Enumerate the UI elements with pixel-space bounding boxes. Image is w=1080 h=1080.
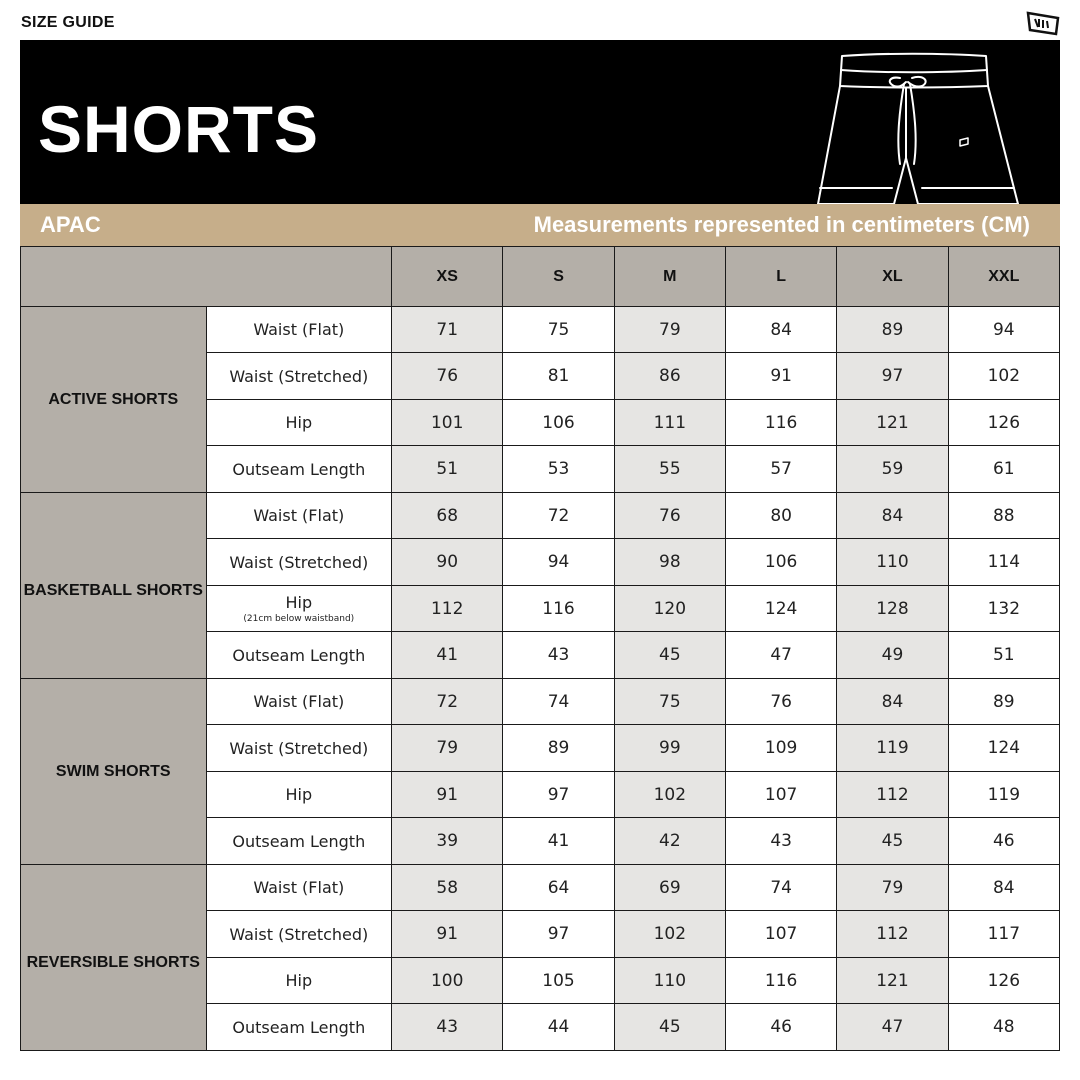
- value-cell: 86: [614, 353, 725, 400]
- value-cell: 124: [726, 586, 837, 632]
- value-cell: 128: [837, 586, 948, 632]
- measurement-label: Waist (Stretched): [229, 366, 369, 386]
- value-cell: 79: [392, 725, 503, 772]
- size-header-xxl: XXL: [948, 247, 1059, 307]
- value-cell: 97: [503, 911, 614, 958]
- size-guide-label: SIZE GUIDE: [21, 14, 115, 31]
- measurement-label: Waist (Flat): [253, 692, 345, 711]
- value-cell: 110: [837, 539, 948, 586]
- value-cell: 89: [948, 679, 1059, 725]
- value-cell: 110: [614, 958, 725, 1004]
- value-cell: 76: [392, 353, 503, 400]
- measurement-label: Waist (Stretched): [229, 924, 369, 944]
- size-header-row: [21, 247, 1060, 307]
- value-cell: 68: [392, 493, 503, 539]
- value-cell: 84: [837, 493, 948, 539]
- value-cell: 101: [392, 400, 503, 446]
- value-cell: 88: [948, 493, 1059, 539]
- value-cell: 116: [726, 958, 837, 1004]
- measurement-label-cell: [206, 679, 392, 725]
- value-cell: 39: [392, 818, 503, 865]
- value-cell: 84: [948, 865, 1059, 911]
- value-cell: 47: [837, 1004, 948, 1051]
- measurement-label: Outseam Length: [232, 831, 366, 851]
- value-cell: 55: [614, 446, 725, 493]
- value-cell: 124: [948, 725, 1059, 772]
- value-cell: 107: [726, 911, 837, 958]
- measurement-label: Waist (Stretched): [229, 738, 369, 758]
- value-cell: 91: [392, 911, 503, 958]
- value-cell: 94: [948, 307, 1059, 353]
- value-cell: 61: [948, 446, 1059, 493]
- value-cell: 71: [392, 307, 503, 353]
- value-cell: 43: [392, 1004, 503, 1051]
- value-cell: 89: [837, 307, 948, 353]
- value-cell: 75: [503, 307, 614, 353]
- value-cell: 69: [614, 865, 725, 911]
- value-cell: 116: [726, 400, 837, 446]
- measurement-label-cell: [206, 307, 392, 353]
- value-cell: 114: [948, 539, 1059, 586]
- value-cell: 79: [837, 865, 948, 911]
- measurement-label-cell: [206, 725, 392, 772]
- category-label: SWIM SHORTS: [21, 679, 207, 865]
- category-label: BASKETBALL SHORTS: [21, 493, 207, 679]
- measurement-label-cell: [206, 865, 392, 911]
- value-cell: 58: [392, 865, 503, 911]
- value-cell: 100: [392, 958, 503, 1004]
- value-cell: 106: [503, 400, 614, 446]
- hero-banner: [20, 40, 1060, 204]
- value-cell: 112: [837, 772, 948, 818]
- measurement-label: Waist (Stretched): [229, 552, 369, 572]
- size-header-xs: XS: [392, 247, 503, 307]
- value-cell: 46: [726, 1004, 837, 1051]
- measurement-label: Waist (Flat): [253, 878, 345, 897]
- value-cell: 75: [614, 679, 725, 725]
- value-cell: 91: [392, 772, 503, 818]
- value-cell: 84: [726, 307, 837, 353]
- value-cell: 74: [503, 679, 614, 725]
- value-cell: 72: [503, 493, 614, 539]
- value-cell: 76: [614, 493, 725, 539]
- value-cell: 112: [837, 911, 948, 958]
- category-label: REVERSIBLE SHORTS: [21, 865, 207, 1051]
- value-cell: 91: [726, 353, 837, 400]
- value-cell: 84: [837, 679, 948, 725]
- value-cell: 102: [614, 911, 725, 958]
- value-cell: 48: [948, 1004, 1059, 1051]
- measurement-label-cell: [206, 958, 392, 1004]
- value-cell: 106: [726, 539, 837, 586]
- value-cell: 81: [503, 353, 614, 400]
- size-header-l: L: [726, 247, 837, 307]
- measurement-label-cell: [206, 400, 392, 446]
- value-cell: 111: [614, 400, 725, 446]
- value-cell: 98: [614, 539, 725, 586]
- measurement-label: Hip: [285, 785, 313, 804]
- measurement-label: Outseam Length: [232, 1017, 366, 1037]
- value-cell: 97: [837, 353, 948, 400]
- value-cell: 64: [503, 865, 614, 911]
- value-cell: 41: [392, 632, 503, 679]
- region-band: [20, 204, 1060, 246]
- value-cell: 45: [614, 1004, 725, 1051]
- value-cell: 90: [392, 539, 503, 586]
- value-cell: 45: [837, 818, 948, 865]
- value-cell: 120: [614, 586, 725, 632]
- size-header-m: M: [614, 247, 725, 307]
- value-cell: 49: [837, 632, 948, 679]
- value-cell: 94: [503, 539, 614, 586]
- page-title: SHORTS: [38, 92, 320, 166]
- table-row: [21, 493, 1060, 539]
- measurement-label-cell: [206, 586, 392, 632]
- value-cell: 99: [614, 725, 725, 772]
- value-cell: 121: [837, 400, 948, 446]
- measurement-label-cell: [206, 772, 392, 818]
- value-cell: 119: [948, 772, 1059, 818]
- value-cell: 107: [726, 772, 837, 818]
- value-cell: 112: [392, 586, 503, 632]
- value-cell: 45: [614, 632, 725, 679]
- category-label: ACTIVE SHORTS: [21, 307, 207, 493]
- value-cell: 97: [503, 772, 614, 818]
- value-cell: 44: [503, 1004, 614, 1051]
- measurement-label-cell: [206, 818, 392, 865]
- measurement-label: Outseam Length: [232, 645, 366, 665]
- value-cell: 51: [948, 632, 1059, 679]
- value-cell: 57: [726, 446, 837, 493]
- measurement-label-cell: [206, 353, 392, 400]
- measurement-label: Hip: [285, 593, 313, 612]
- value-cell: 51: [392, 446, 503, 493]
- value-cell: 59: [837, 446, 948, 493]
- value-cell: 116: [503, 586, 614, 632]
- measurement-label-cell: [206, 1004, 392, 1051]
- value-cell: 132: [948, 586, 1059, 632]
- value-cell: 43: [503, 632, 614, 679]
- shorts-illustration: [782, 48, 1042, 204]
- value-cell: 126: [948, 400, 1059, 446]
- size-chart-table: [20, 246, 1060, 1051]
- region-label: APAC: [40, 212, 101, 237]
- value-cell: 74: [726, 865, 837, 911]
- value-cell: 102: [614, 772, 725, 818]
- size-header-xl: XL: [837, 247, 948, 307]
- measurement-label-cell: [206, 632, 392, 679]
- measurement-label-cell: [206, 539, 392, 586]
- units-note: Measurements represented in centimeters (CM): [533, 212, 1030, 237]
- measurement-note: (21cm below waistband): [243, 614, 355, 624]
- value-cell: 109: [726, 725, 837, 772]
- value-cell: 105: [503, 958, 614, 1004]
- measurement-label: Hip: [285, 413, 313, 432]
- value-cell: 41: [503, 818, 614, 865]
- value-cell: 89: [503, 725, 614, 772]
- size-chart-body: [21, 307, 1060, 1051]
- value-cell: 76: [726, 679, 837, 725]
- value-cell: 53: [503, 446, 614, 493]
- value-cell: 117: [948, 911, 1059, 958]
- size-header-s: S: [503, 247, 614, 307]
- value-cell: 126: [948, 958, 1059, 1004]
- measurement-label-cell: [206, 911, 392, 958]
- value-cell: 43: [726, 818, 837, 865]
- value-cell: 42: [614, 818, 725, 865]
- measurement-label-cell: [206, 493, 392, 539]
- table-row: [21, 307, 1060, 353]
- measurement-label-cell: [206, 446, 392, 493]
- value-cell: 102: [948, 353, 1059, 400]
- value-cell: 121: [837, 958, 948, 1004]
- measurement-label: Hip: [285, 971, 313, 990]
- table-row: [21, 679, 1060, 725]
- value-cell: 72: [392, 679, 503, 725]
- table-row: [21, 865, 1060, 911]
- header-blank-cell: [21, 247, 392, 307]
- brand-flag-logo: [1026, 10, 1060, 36]
- measurement-label: Waist (Flat): [253, 320, 345, 339]
- value-cell: 80: [726, 493, 837, 539]
- value-cell: 46: [948, 818, 1059, 865]
- measurement-label: Waist (Flat): [253, 506, 345, 525]
- measurement-label: Outseam Length: [232, 459, 366, 479]
- value-cell: 119: [837, 725, 948, 772]
- value-cell: 79: [614, 307, 725, 353]
- value-cell: 47: [726, 632, 837, 679]
